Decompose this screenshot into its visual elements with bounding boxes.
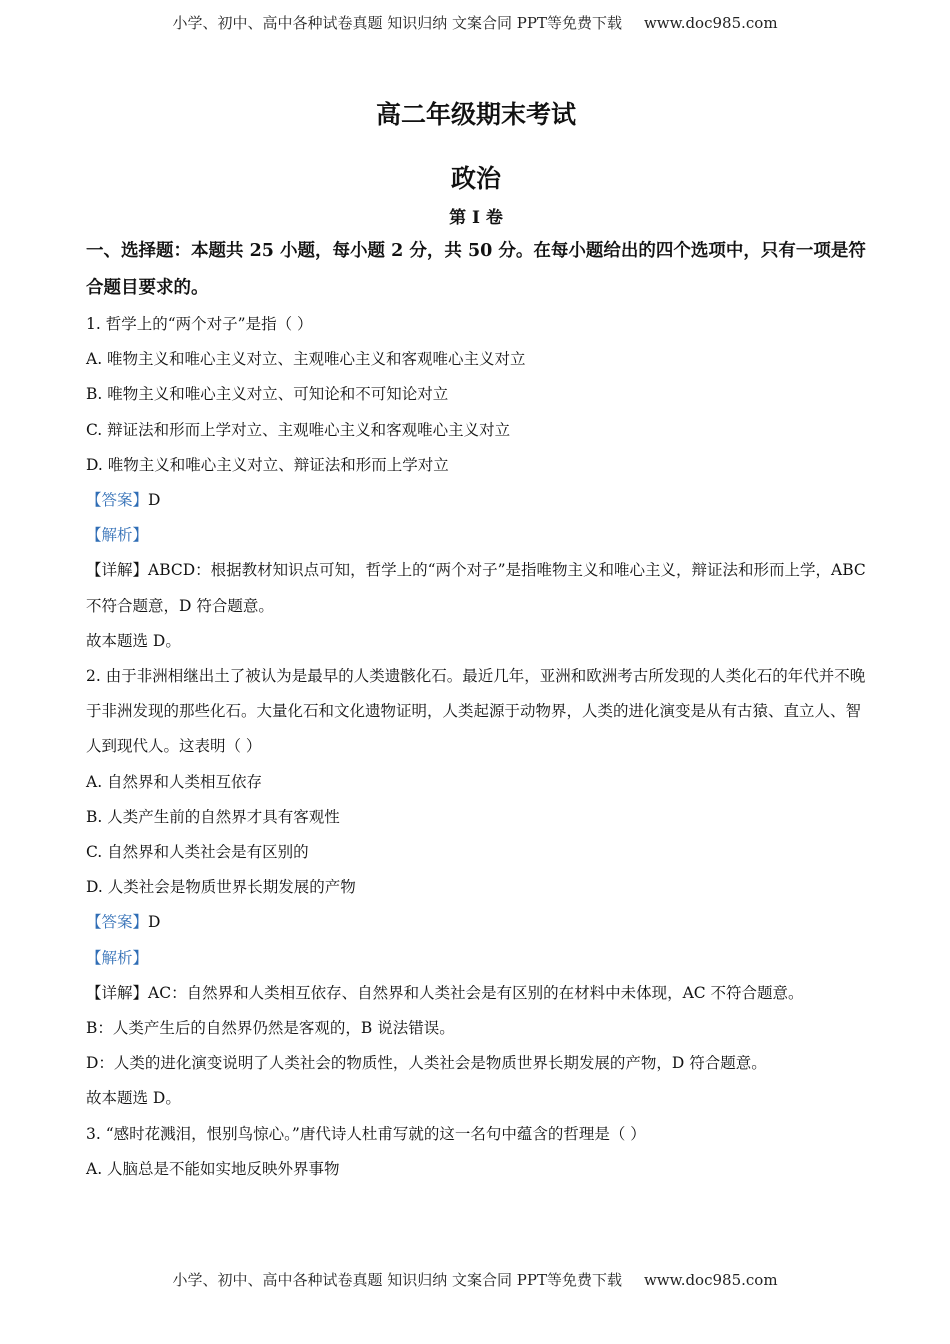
conclusion-line: 故本题选 D。 [86,631,181,650]
option-d: D. 唯物主义和唯心主义对立、辩证法和形而上学对立 [86,455,449,474]
detail-paragraph [86,553,866,623]
question-1 [86,307,866,659]
question-2 [86,659,866,1117]
question-stem: 1. 哲学上的“两个对子”是指（ ） [86,315,313,333]
detail-tag: 【详解】 [86,983,149,1002]
option-b: B. 唯物主义和唯心主义对立、可知论和不可知论对立 [86,385,449,404]
answer-line [86,483,866,518]
question-3 [86,1117,866,1187]
answer-tag: 【答案】 [86,491,149,510]
option-c: C. 辩证法和形而上学对立、主观唯心主义和客观唯心主义对立 [86,420,511,439]
option-a: A. 自然界和人类相互依存 [86,772,263,791]
analysis-tag: 【解析】 [86,948,149,967]
page-header [0,12,950,33]
detail-tag: 【详解】 [86,561,149,580]
answer-tag: 【答案】 [86,913,149,932]
detail-text: ABCD：根据教材知识点可知，哲学上的“两个对子”是指唯物主义和唯心主义，辩证法和形而上学，ABC 不符合题意，D 符合题意。 [86,561,866,615]
detail-text: AC：自然界和人类相互依存、自然界和人类社会是有区别的在材料中未体现，AC 不符合题意。 [148,983,804,1002]
volume-label: 第 I 卷 [449,208,503,228]
subject-title: 政治 [450,164,501,193]
option-b: B. 人类产生前的自然界才具有客观性 [86,807,340,826]
header-site-link[interactable]: www.doc985.com [643,14,778,32]
analysis-tag: 【解析】 [86,526,149,545]
analysis-line [86,518,866,553]
option-a: A. 唯物主义和唯心主义对立、主观唯心主义和客观唯心主义对立 [86,350,526,369]
footer-text: 小学、初中、高中各种试卷真题 知识归纳 文案合同 PPT等免费下载 [172,1271,622,1289]
answer-line [86,905,866,940]
page-footer [0,1269,950,1290]
answer-value: D [148,491,161,510]
option-d: D. 人类社会是物质世界长期发展的产物 [86,878,356,897]
exam-title: 高二年级期末考试 [375,100,576,129]
header-text: 小学、初中、高中各种试卷真题 知识归纳 文案合同 PPT等免费下载 [172,14,622,32]
footer-site-link[interactable]: www.doc985.com [643,1271,778,1289]
document-body [86,95,866,1187]
question-stem: 2. 由于非洲相继出土了被认为是最早的人类遗骸化石。最近几年，亚洲和欧洲考古所发现的人类化石的年代并不晚于非洲发现的那些化石。大量化石和文化遗物证明，人类起源于动物界，人类的进化演变是从有古猿、直立人、智人到现代人。这表明（ ） [86,667,866,756]
analysis-line [86,941,866,976]
detail-line [86,976,866,1011]
option-c: C. 自然界和人类社会是有区别的 [86,843,309,862]
conclusion-line: 故本题选 D。 [86,1089,181,1108]
detail-line: B：人类产生后的自然界仍然是客观的，B 说法错误。 [86,1019,455,1038]
detail-line: D：人类的进化演变说明了人类社会的物质性，人类社会是物质世界长期发展的产物，D 符合题意。 [86,1054,767,1073]
question-stem: 3. “感时花溅泪，恨别鸟惊心。”唐代诗人杜甫写就的这一名句中蕴含的哲理是（ ） [86,1124,646,1143]
answer-value: D [148,913,161,932]
option-a: A. 人脑总是不能如实地反映外界事物 [86,1159,340,1178]
section-heading: 一、选择题：本题共 25 小题，每小题 2 分，共 50 分。在每小题给出的四个选项中，只有一项是符合题目要求的。 [86,241,866,298]
